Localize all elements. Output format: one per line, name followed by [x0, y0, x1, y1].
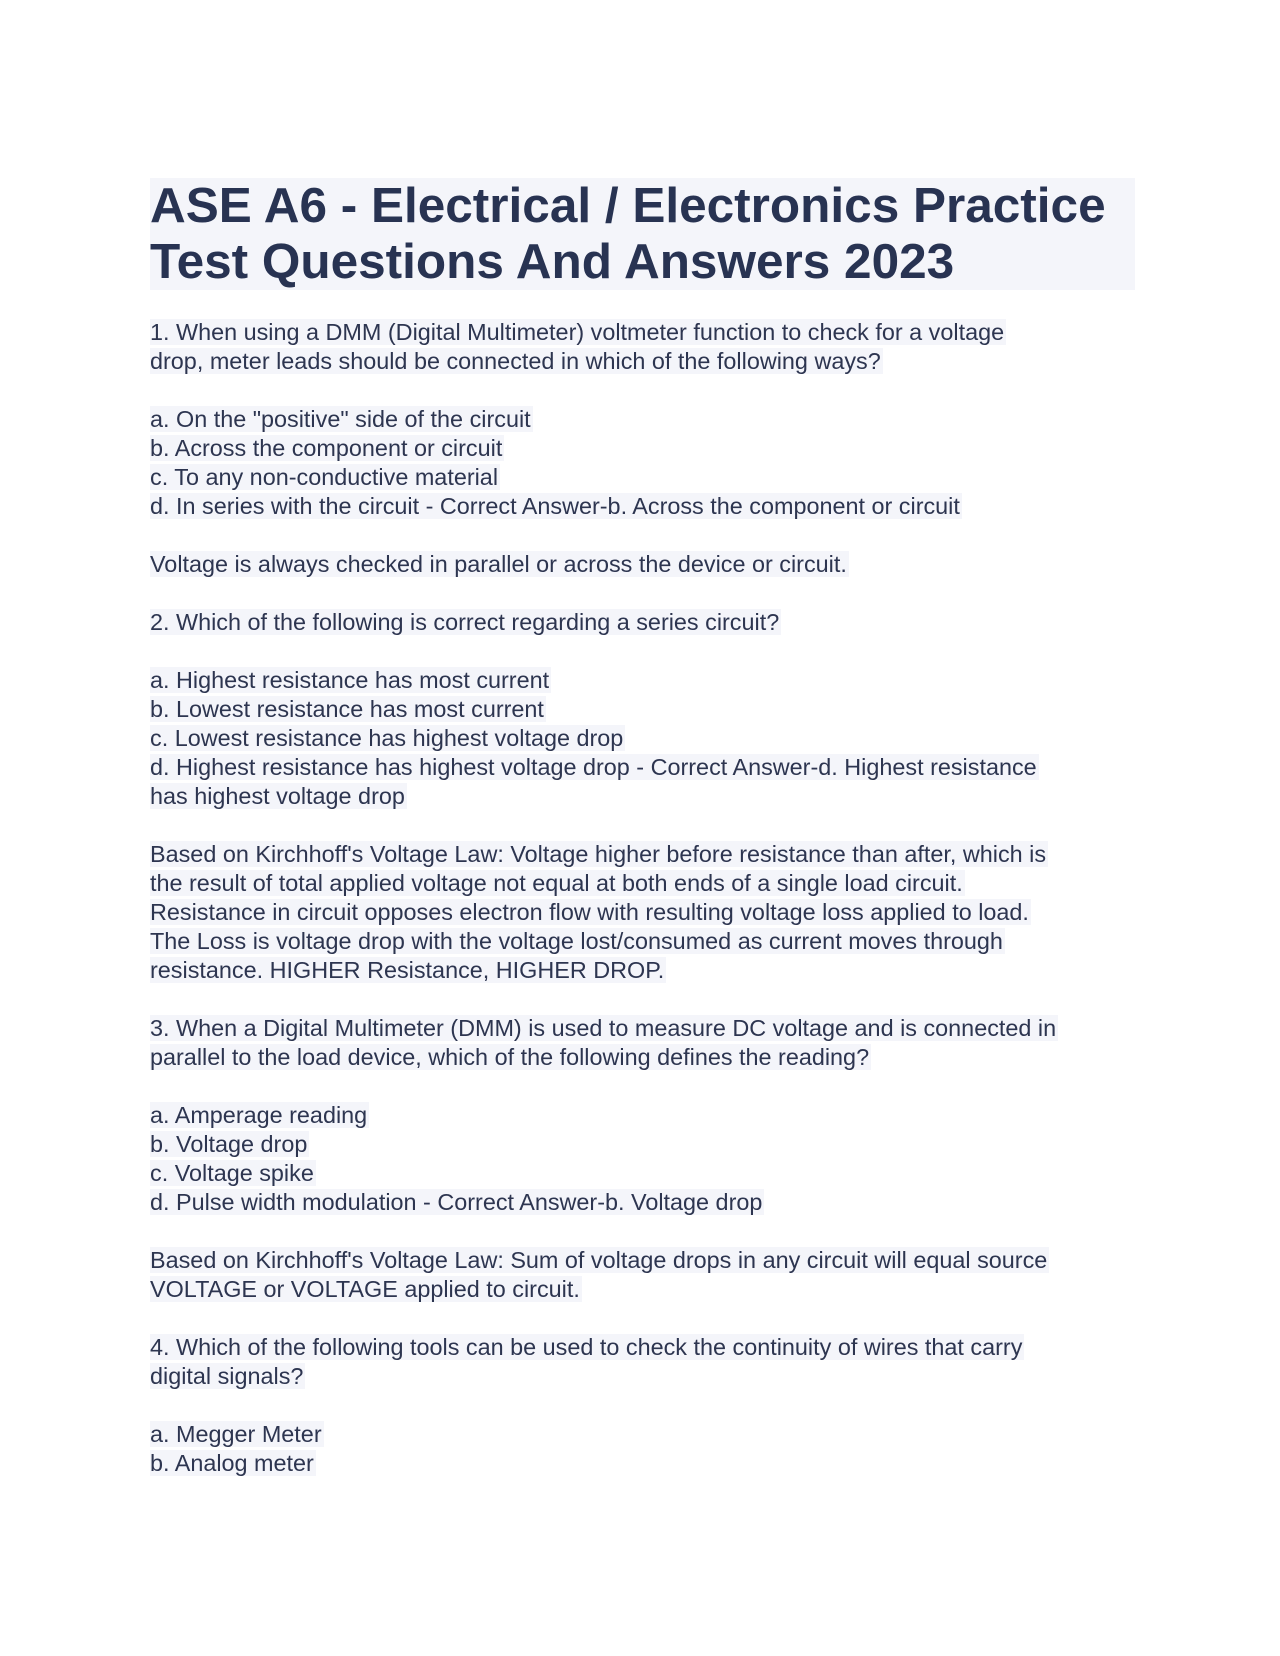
explanation-block — [150, 840, 1135, 985]
explanation-line — [150, 840, 1135, 869]
question-line — [150, 318, 1135, 347]
explanation-line — [150, 1246, 1135, 1275]
options-line — [150, 434, 1135, 463]
explanation-line-text: the result of total applied voltage not equal at both ends of a single load circuit. — [150, 870, 963, 896]
explanation-line — [150, 956, 1135, 985]
options-line — [150, 782, 1135, 811]
options-line-text: d. Pulse width modulation - Correct Answer-b. Voltage drop — [150, 1189, 763, 1215]
explanation-block — [150, 1246, 1135, 1304]
question-line — [150, 608, 1135, 637]
explanation-line — [150, 898, 1135, 927]
options-line — [150, 695, 1135, 724]
explanation-line — [150, 550, 1135, 579]
question-block — [150, 608, 1135, 637]
options-line — [150, 724, 1135, 753]
question-line-text: 4. Which of the following tools can be used to check the continuity of wires that carry — [150, 1334, 1023, 1360]
question-block — [150, 318, 1135, 376]
options-line-text: a. Amperage reading — [150, 1102, 368, 1128]
question-line-text: digital signals? — [150, 1363, 304, 1389]
question-block — [150, 1014, 1135, 1072]
document-title — [150, 178, 1135, 290]
options-line — [150, 405, 1135, 434]
options-line — [150, 1420, 1135, 1449]
question-block — [150, 1333, 1135, 1391]
explanation-line-text: Based on Kirchhoff's Voltage Law: Sum of voltage drops in any circuit will equal source — [150, 1247, 1048, 1273]
explanation-line-text: Resistance in circuit opposes electron flow with resulting voltage loss applied to load. — [150, 899, 1029, 925]
question-line — [150, 1362, 1135, 1391]
options-line-text: b. Lowest resistance has most current — [150, 696, 544, 722]
question-line — [150, 347, 1135, 376]
explanation-line — [150, 869, 1135, 898]
question-line — [150, 1014, 1135, 1043]
options-line-text: c. Voltage spike — [150, 1160, 314, 1186]
explanation-line-text: VOLTAGE or VOLTAGE applied to circuit. — [150, 1276, 580, 1302]
question-line — [150, 1043, 1135, 1072]
options-line — [150, 753, 1135, 782]
explanation-line — [150, 1275, 1135, 1304]
explanation-block — [150, 550, 1135, 579]
options-line-text: b. Across the component or circuit — [150, 435, 503, 461]
options-line-text: b. Voltage drop — [150, 1131, 308, 1157]
options-line-text: d. Highest resistance has highest voltage drop - Correct Answer-d. Highest resistance — [150, 754, 1037, 780]
options-line-text: c. Lowest resistance has highest voltage drop — [150, 725, 624, 751]
options-line — [150, 1101, 1135, 1130]
explanation-line-text: The Loss is voltage drop with the voltage lost/consumed as current moves through — [150, 928, 1003, 954]
options-block — [150, 405, 1135, 521]
explanation-line-text: Based on Kirchhoff's Voltage Law: Voltage higher before resistance than after, which is — [150, 841, 1047, 867]
options-block — [150, 666, 1135, 811]
question-line-text: 1. When using a DMM (Digital Multimeter) voltmeter function to check for a voltage — [150, 319, 1005, 345]
options-block — [150, 1420, 1135, 1478]
explanation-line — [150, 927, 1135, 956]
options-block — [150, 1101, 1135, 1217]
options-line — [150, 1159, 1135, 1188]
options-line — [150, 1449, 1135, 1478]
document-body — [150, 318, 1135, 1478]
question-line-text: drop, meter leads should be connected in which of the following ways? — [150, 348, 881, 374]
title-text: ASE A6 - Electrical / Electronics Practice Test Questions And Answers 2023 — [150, 178, 1135, 290]
question-line-text: parallel to the load device, which of the following defines the reading? — [150, 1044, 870, 1070]
options-line — [150, 1188, 1135, 1217]
options-line — [150, 1130, 1135, 1159]
options-line-text: a. Highest resistance has most current — [150, 667, 550, 693]
options-line-text: a. On the "positive" side of the circuit — [150, 406, 531, 432]
options-line-text: a. Megger Meter — [150, 1421, 322, 1447]
explanation-line-text: Voltage is always checked in parallel or across the device or circuit. — [150, 551, 847, 577]
options-line-text: c. To any non-conductive material — [150, 464, 499, 490]
options-line — [150, 666, 1135, 695]
options-line — [150, 492, 1135, 521]
explanation-line-text: resistance. HIGHER Resistance, HIGHER DROP. — [150, 957, 665, 983]
options-line-text: d. In series with the circuit - Correct Answer-b. Across the component or circuit — [150, 493, 960, 519]
question-line-text: 3. When a Digital Multimeter (DMM) is used to measure DC voltage and is connected in — [150, 1015, 1057, 1041]
options-line-text: has highest voltage drop — [150, 783, 405, 809]
options-line — [150, 463, 1135, 492]
question-line-text: 2. Which of the following is correct regarding a series circuit? — [150, 609, 780, 635]
document-page — [150, 178, 1135, 1507]
options-line-text: b. Analog meter — [150, 1450, 314, 1476]
question-line — [150, 1333, 1135, 1362]
